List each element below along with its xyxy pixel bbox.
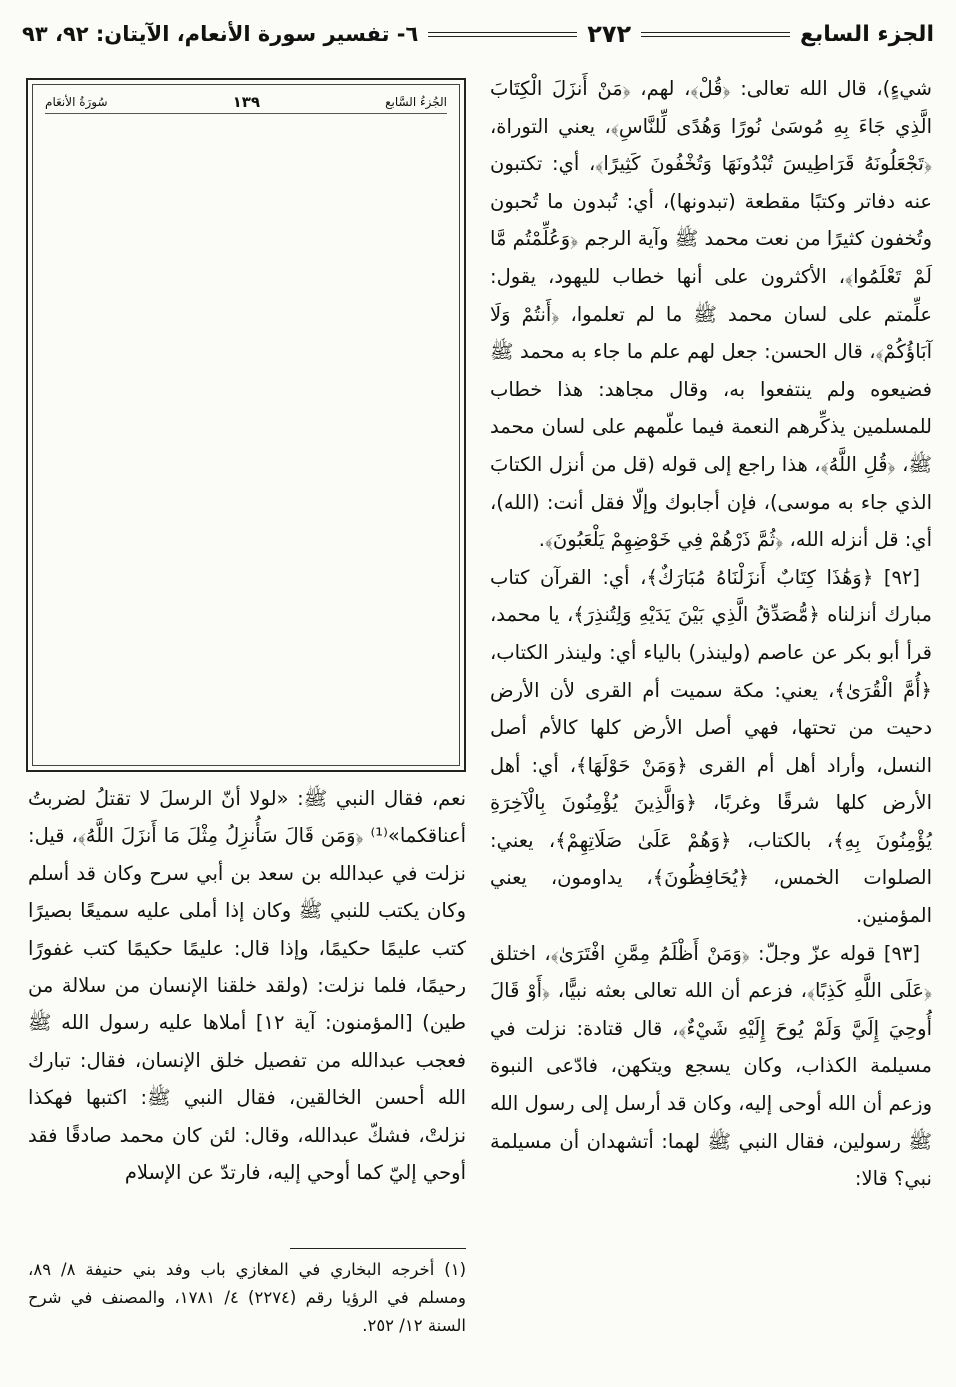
commentary-paragraph: نعم، فقال النبي ﷺ: «لولا أنّ الرسلَ لا تقتلُ لضربتُ أعناقكما»⁽¹⁾ ﴿وَمَن قَالَ سَأُنزِلُ مِثْلَ مَا أَنزَلَ اللَّهُ﴾، قيل: نزلت في عبدالله بن سعد بن أبي سرح وكان قد أسلم وكان يكتب للنبي ﷺ وكان إذا أملى عليه سميعًا بصيرًا كتب عليمًا حكيمًا، وإذا قال: عليمًا حكيمًا كتب غفورًا رحيمًا، فلما نزلت: (ولقد خلقنا الإنسان من سلالة من طين) [المؤمنون: آية ١٢] أملاها عليه رسول الله ﷺ فعجب عبدالله من تفصيل خلق الإنسان، فقال: تبارك الله أحسن الخالقين، فقال النبي ﷺ: اكتبها فهكذا نزلتْ، فشكّ عبدالله، وقال: لئن كان محمد صادقًا فقد أوحي إليّ كما أوحي إليه، فارتدّ عن الإسلام (28, 787, 467, 1185)
section-title: ٦- تفسير سورة الأنعام، الآيتان: ٩٢، ٩٣ (22, 22, 419, 46)
commentary-right-column (490, 70, 932, 1198)
header-rule-left (428, 32, 577, 37)
footnote-divider (290, 1248, 466, 1249)
header-rule-right (641, 32, 790, 37)
commentary-left-column (28, 780, 466, 1191)
mushaf-juz-name: الجُزءُ السَّابع (385, 95, 447, 109)
mushaf-header (45, 91, 447, 114)
mushaf-surah-name: سُورَةُ الأنعَام (45, 95, 108, 109)
footnote (28, 1256, 466, 1340)
commentary-paragraph: [٩٣] قوله عزّ وجلّ: ﴿وَمَنْ أَظْلَمُ مِمَّنِ افْتَرَىٰ﴾، اختلق ﴿عَلَى اللَّهِ كَذِبًا﴾، فزعم أن الله تعالى بعثه نبيًّا، ﴿أَوْ قَالَ أُوحِيَ إِلَيَّ وَلَمْ يُوحَ إِلَيْهِ شَيْءٌ﴾، قال قتادة: نزلت في مسيلمة الكذاب، وكان يسجع ويتكهن، فادّعى النبوة وزعم أن الله أوحى إليه، وكان قد أرسل إلى رسول الله ﷺ رسولين، فقال النبي ﷺ لهما: أتشهدان أن مسيلمة نبي؟ قالا: (490, 941, 932, 1191)
commentary-paragraph: شيءٍ)، قال الله تعالى: ﴿قُلْ﴾، لهم، ﴿مَنْ أَنزَلَ الْكِتَابَ الَّذِي جَاءَ بِهِ مُوسَىٰ نُورًا وَهُدًى لِّلنَّاسِ﴾، يعني التوراة، ﴿تَجْعَلُونَهُ قَرَاطِيسَ تُبْدُونَهَا وَتُخْفُونَ كَثِيرًا﴾، أي: تكتبون عنه دفاتر وكتبًا مقطعة (تبدونها)، أي: تُبدون ما تُحبون وتُخفون كثيرًا من نعت محمد ﷺ وآية الرجم ﴿وَعُلِّمْتُم مَّا لَمْ تَعْلَمُوا﴾، الأكثرون على أنها خطاب لليهود، يقول: علِّمتم على لسان محمد ﷺ ما لم تعلموا، ﴿أَنتُمْ وَلَا آبَاؤُكُمْ﴾، قال الحسن: جعل لهم علم ما جاء به محمد ﷺ فضيعوه ولم ينتفعوا به، وقال مجاهد: هذا خطاب للمسلمين يذكِّرهم النعمة فيما علّمهم على لسان محمد ﷺ، ﴿قُلِ اللَّهُ﴾، هذا راجع إلى قوله (قل من أنزل الكتابَ الذي جاء به موسى)، فإن أجابوك وإلّا فقل أنت: (الله)، أي: قل أنزله الله، ﴿ثُمَّ ذَرْهُمْ فِي خَوْضِهِمْ يَلْعَبُونَ﴾. (490, 77, 932, 552)
commentary-paragraph: [٩٢] ﴿وَهَٰذَا كِتَابٌ أَنزَلْنَاهُ مُبَارَكٌ﴾، أي: القرآن كتاب مبارك أنزلناه ﴿مُّصَدِّقُ الَّذِي بَيْنَ يَدَيْهِ وَلِتُنذِرَ﴾، يا محمد، قرأ أبو بكر عن عاصم (ولينذر) بالياء أي: ولينذر الكتاب، ﴿أُمَّ الْقُرَىٰ﴾، يعني: مكة سميت أم القرى لأن الأرض دحيت من تحتها، فهي أصل الأرض كلها كالأم أصل النسل، وأراد أهل أم القرى ﴿وَمَنْ حَوْلَهَا﴾، أي: أهل الأرض كلها شرقًا وغربًا، ﴿وَالَّذِينَ يُؤْمِنُونَ بِالْآخِرَةِ يُؤْمِنُونَ بِهِ﴾، بالكتاب، ﴿وَهُمْ عَلَىٰ صَلَاتِهِمْ﴾، يعني: الصلوات الخمس، ﴿يُحَافِظُونَ﴾، يداومون، يعني المؤمنين. (490, 565, 932, 928)
mushaf-inner-frame (32, 84, 460, 766)
page-number: ٢٧٢ (587, 20, 632, 48)
book-part-label: الجزء السابع (800, 21, 934, 47)
mushaf-frame (26, 78, 466, 772)
footnote-text: (١) أخرجه البخاري في المغازي باب وفد بني حنيفة ٨/ ٨٩، ومسلم في الرؤيا رقم (٢٢٧٤) ٤/ ١٧٨١، والمصنف في شرح السنة ١٢/ ٢٥٢. (28, 1260, 466, 1335)
running-header (22, 14, 934, 54)
mushaf-page-number: ١٣٩ (232, 93, 261, 111)
